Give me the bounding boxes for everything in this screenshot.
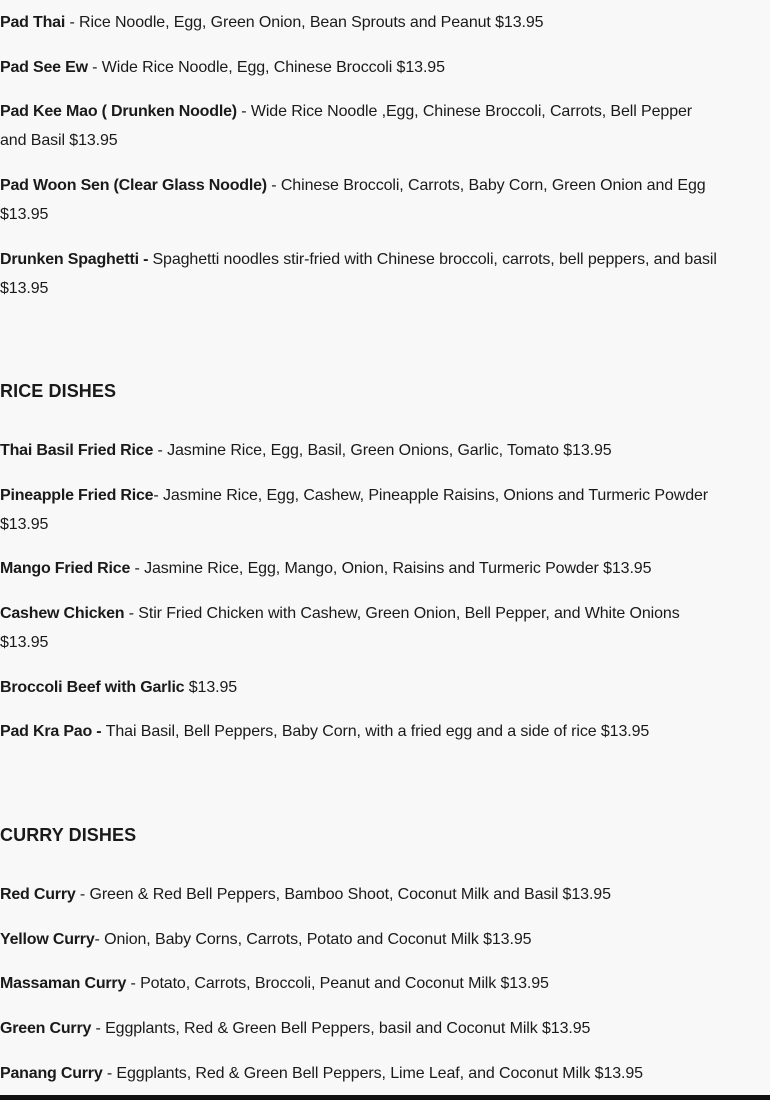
menu-item-yellow-curry <box>0 925 720 954</box>
item-description: - Eggplants, Red & Green Bell Peppers, Lime Leaf, and Coconut Milk $13.95 <box>102 1065 643 1082</box>
item-name: Cashew Chicken <box>0 605 125 622</box>
item-description: - Potato, Carrots, Broccoli, Peanut and Coconut Milk $13.95 <box>126 975 549 992</box>
item-description: - Stir Fried Chicken with Cashew, Green Onion, Bell Pepper, and White Onions $13.95 <box>0 605 680 651</box>
item-description: - Wide Rice Noodle, Egg, Chinese Broccoli $13.95 <box>87 59 445 76</box>
item-description: - Green & Red Bell Peppers, Bamboo Shoot, Coconut Milk and Basil $13.95 <box>75 886 611 903</box>
item-name: Broccoli Beef with Garlic <box>0 679 185 696</box>
section-heading-curry: CURRY DISHES <box>0 825 137 845</box>
item-description: - Jasmine Rice, Egg, Cashew, Pineapple Raisins, Onions and Turmeric Powder $13.95 <box>0 487 709 533</box>
item-description: - Eggplants, Red & Green Bell Peppers, basil and Coconut Milk $13.95 <box>91 1020 591 1037</box>
menu-item-drunken-spaghetti <box>0 245 720 303</box>
item-name: Pad Kee Mao ( Drunken Noodle) <box>0 103 237 120</box>
menu-item-pad-kee-mao <box>0 97 720 155</box>
menu-item-pad-woon-sen <box>0 171 720 229</box>
menu-item-panang-curry <box>0 1059 720 1088</box>
menu-item-pad-thai <box>0 8 720 37</box>
item-description: - Chinese Broccoli, Carrots, Baby Corn, Green Onion and Egg $13.95 <box>0 177 706 223</box>
item-description: - Wide Rice Noodle ,Egg, Chinese Broccoli, Carrots, Bell Pepper and Basil $13.95 <box>0 103 693 149</box>
bottom-divider <box>0 1095 770 1100</box>
item-description: - Jasmine Rice, Egg, Mango, Onion, Raisins and Turmeric Powder $13.95 <box>130 560 652 577</box>
item-name: Pad Woon Sen (Clear Glass Noodle) <box>0 177 267 194</box>
menu-item-broccoli-beef <box>0 673 720 702</box>
menu-item-pineapple-fried-rice <box>0 481 720 539</box>
item-description: Spaghetti noodles stir-fried with Chinese broccoli, carrots, bell peppers, and basil $13.95 <box>0 251 717 297</box>
item-description: - Onion, Baby Corns, Carrots, Potato and Coconut Milk $13.95 <box>94 931 532 948</box>
menu-item-cashew-chicken <box>0 599 720 657</box>
item-name: Thai Basil Fried Rice <box>0 442 154 459</box>
item-name: Green Curry <box>0 1020 92 1037</box>
menu-item-green-curry <box>0 1014 720 1043</box>
menu-item-mango-fried-rice <box>0 554 720 583</box>
menu-item-massaman-curry <box>0 969 720 998</box>
item-name: Pad Kra Pao - <box>0 723 106 740</box>
item-name: Red Curry <box>0 886 76 903</box>
menu-item-thai-basil-fried-rice <box>0 436 720 465</box>
item-name: Pad See Ew <box>0 59 88 76</box>
item-description: - Rice Noodle, Egg, Green Onion, Bean Sprouts and Peanut $13.95 <box>65 14 544 31</box>
menu-item-pad-kra-pao <box>0 717 720 746</box>
item-name: Yellow Curry <box>0 931 95 948</box>
item-description: $13.95 <box>184 679 238 696</box>
item-name: Pad Thai <box>0 14 66 31</box>
menu-item-pad-see-ew <box>0 53 720 82</box>
item-name: Pineapple Fried Rice <box>0 487 154 504</box>
item-name: Mango Fried Rice <box>0 560 131 577</box>
item-description: - Jasmine Rice, Egg, Basil, Green Onions, Garlic, Tomato $13.95 <box>153 442 612 459</box>
item-description: Thai Basil, Bell Peppers, Baby Corn, with a fried egg and a side of rice $13.95 <box>105 723 650 740</box>
section-heading-rice: RICE DISHES <box>0 381 117 401</box>
menu-item-red-curry <box>0 880 720 909</box>
item-name: Massaman Curry <box>0 975 127 992</box>
item-name: Panang Curry <box>0 1065 103 1082</box>
item-name: Drunken Spaghetti - <box>0 251 153 268</box>
